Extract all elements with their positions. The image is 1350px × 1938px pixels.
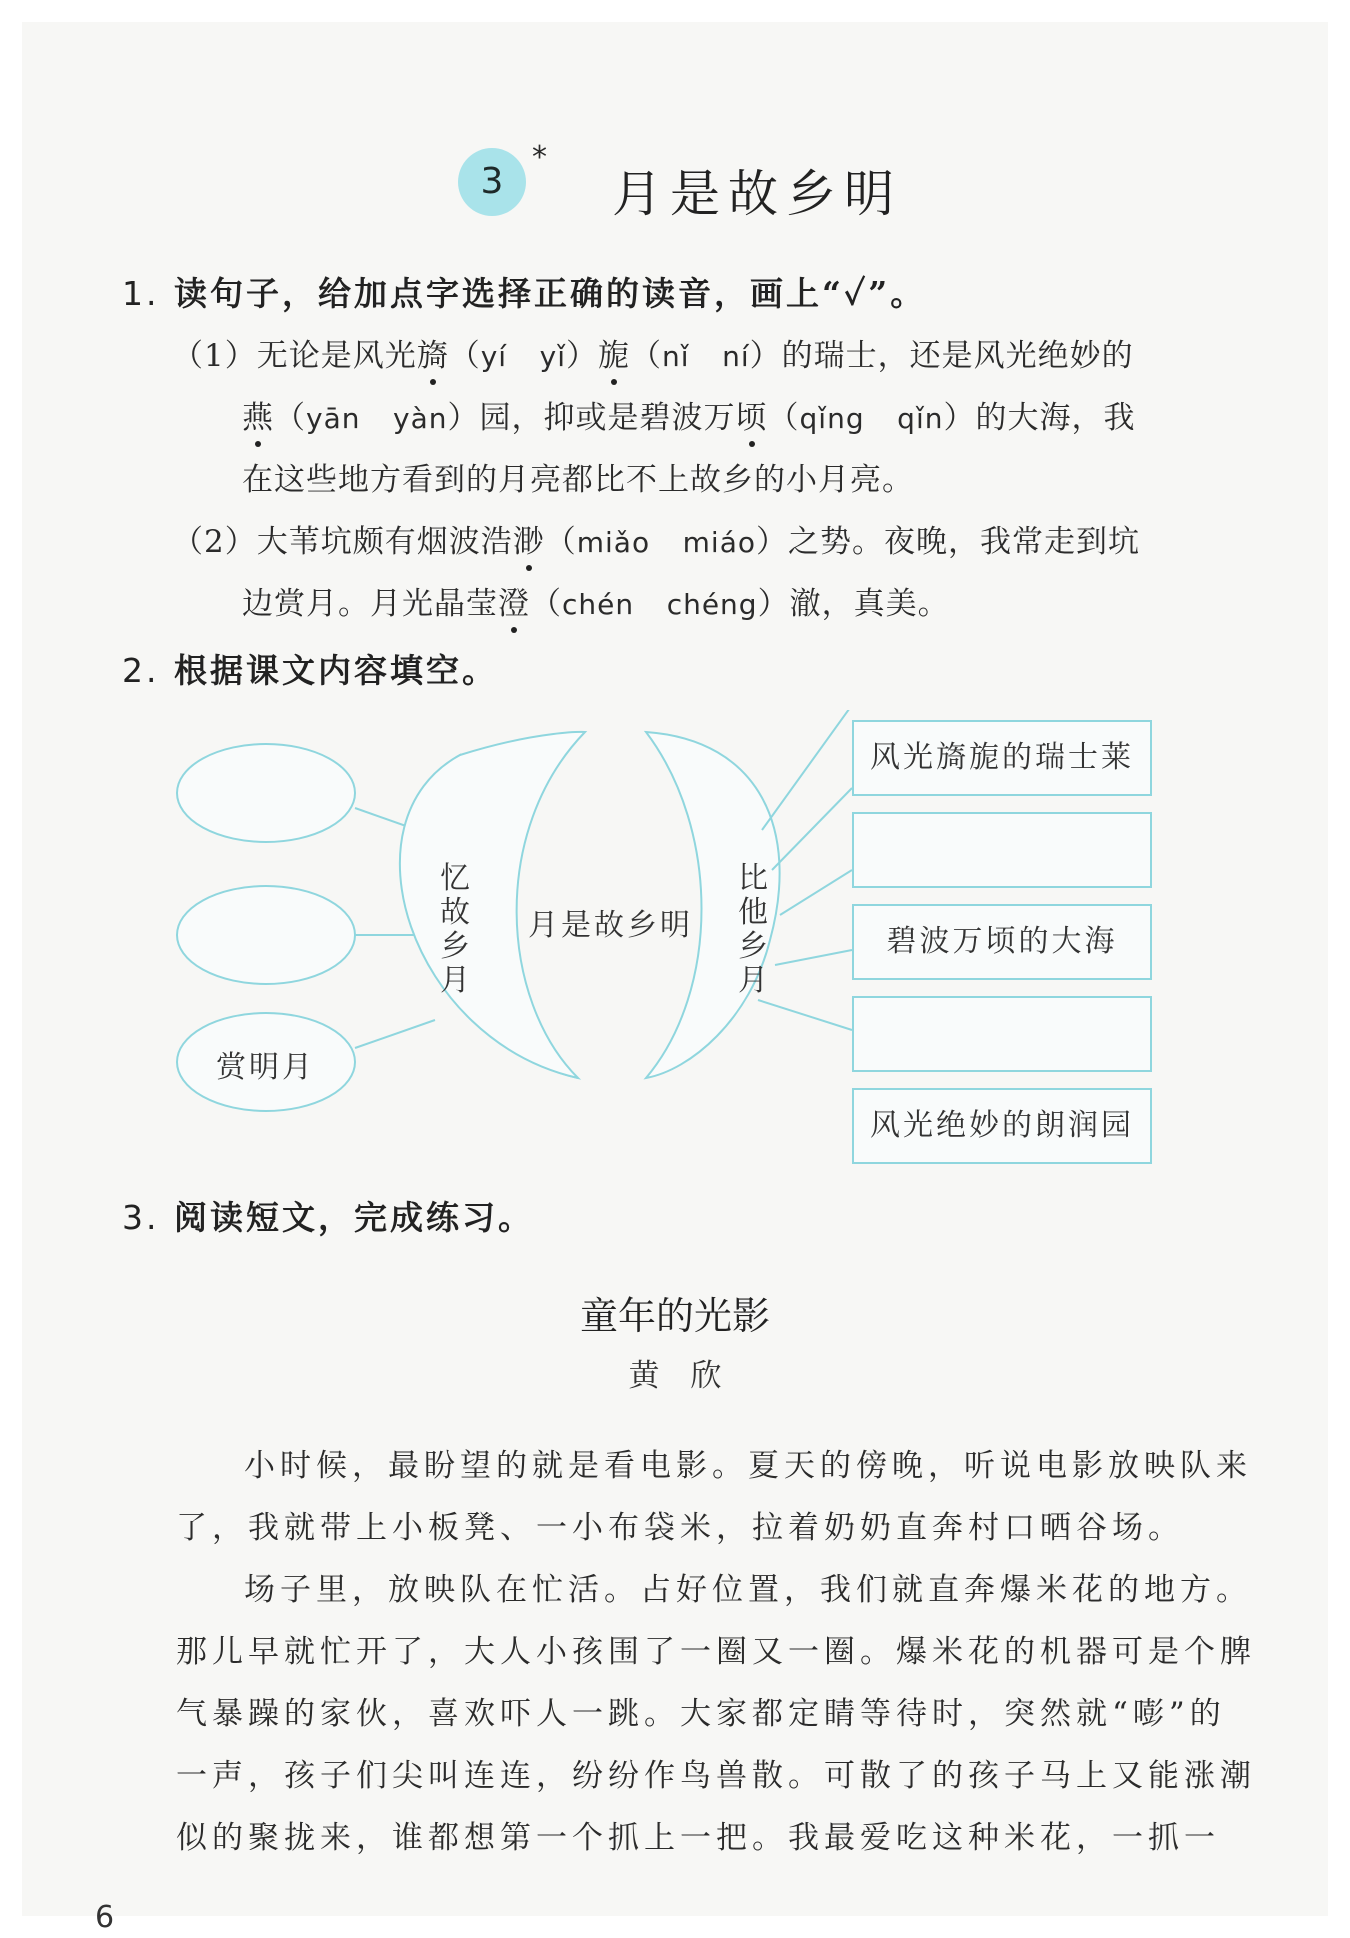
text: （	[544, 524, 577, 560]
question-2-heading	[122, 645, 498, 692]
article-line: 那儿早就忙开了，大人小孩围了一圈又一圈。爆米花的机器可是个脾	[176, 1634, 1256, 1670]
q1-sentence-1-line-1	[172, 330, 1134, 375]
question-1-heading	[122, 268, 926, 315]
q1-sentence-1-line-2	[242, 392, 1135, 437]
dotted-char: 旎	[598, 330, 630, 375]
pinyin-option[interactable]: yí	[480, 340, 508, 373]
left-moon-label	[438, 862, 472, 998]
text: 大苇坑颇有烟波浩	[256, 524, 513, 560]
page-number: 6	[95, 1900, 115, 1935]
article-author: 黄 欣	[628, 1358, 722, 1394]
dotted-char: 旖	[417, 330, 449, 375]
lesson-star: *	[532, 140, 547, 175]
right-moon-label	[736, 862, 770, 998]
text: ）之势。夜晚，我常走到坑	[755, 524, 1140, 560]
text: （	[530, 586, 562, 622]
dotted-char: 澄	[498, 578, 530, 623]
pinyin-option[interactable]: chéng	[666, 588, 758, 621]
pinyin-option[interactable]: miáo	[682, 526, 756, 559]
article-line: 了，我就带上小板凳、一小布袋米，拉着奶奶直奔村口晒谷场。	[176, 1510, 1184, 1546]
pinyin-option[interactable]: yǐ	[539, 340, 567, 373]
left-moon-text: 忆 故 乡 月	[440, 861, 470, 998]
q1-sentence-1-line-3: 在这些地方看到的月亮都比不上故乡的小月亮。	[242, 462, 914, 498]
question-prompt: 根据课文内容填空。	[174, 651, 498, 690]
moon-diagram	[160, 710, 1230, 1170]
text: 边赏月。月光晶莹	[242, 586, 498, 622]
answer-box-2[interactable]	[852, 812, 1152, 888]
question-number: 2.	[122, 651, 160, 690]
pinyin-option[interactable]: ní	[722, 340, 750, 373]
text: ）	[566, 338, 599, 374]
question-number: 1.	[122, 274, 160, 313]
answer-box-1: 风光旖旎的瑞士莱	[852, 720, 1152, 796]
question-prompt: 阅读短文，完成练习。	[174, 1198, 534, 1237]
lesson-number: 3	[480, 161, 504, 202]
article-title: 童年的光影	[579, 1294, 770, 1338]
answer-oval-2	[177, 886, 355, 984]
pinyin-option[interactable]: qǐn	[897, 402, 944, 435]
item-tag: （2）	[172, 524, 257, 560]
pinyin-option[interactable]: yàn	[393, 402, 448, 435]
dotted-char: 燕	[242, 392, 274, 437]
dotted-char: 渺	[513, 516, 545, 561]
item-tag: （1）	[172, 338, 257, 374]
q1-sentence-2-line-2	[242, 578, 950, 623]
right-moon-text: 比 他 乡 月	[738, 861, 768, 998]
pinyin-option[interactable]: qǐng	[799, 402, 865, 435]
oval-label: 赏明月	[216, 1050, 315, 1085]
text: 无论是风光	[256, 338, 417, 374]
dotted-char: 顷	[736, 392, 768, 437]
text: ）澈，真美。	[757, 586, 950, 622]
text: （	[448, 338, 481, 374]
article-line: 一声，孩子们尖叫连连，纷纷作鸟兽散。可散了的孩子马上又能涨潮	[176, 1758, 1256, 1794]
answer-box-4[interactable]	[852, 996, 1152, 1072]
question-number: 3.	[122, 1198, 160, 1237]
question-3-heading	[122, 1192, 534, 1239]
question-prompt: 读句子，给加点字选择正确的读音，画上“✓”。	[174, 274, 927, 313]
text: （	[274, 400, 306, 436]
q1-sentence-2-line-1	[172, 516, 1140, 561]
article-line: 场子里，放映队在忙活。占好位置，我们就直奔爆米花的地方。	[244, 1572, 1252, 1608]
pinyin-option[interactable]: nǐ	[662, 340, 690, 373]
article-line: 似的聚拢来，谁都想第一个抓上一把。我最爱吃这种米花，一抓一	[176, 1820, 1220, 1856]
center-label: 月是故乡明	[528, 908, 693, 943]
text: ）的大海，我	[943, 400, 1136, 436]
text: （	[767, 400, 800, 436]
lesson-title: 月是故乡明	[612, 165, 902, 223]
text: （	[630, 338, 663, 374]
text: ）园，抑或是碧波万	[447, 400, 736, 436]
answer-oval-1	[177, 744, 355, 842]
answer-box-3: 碧波万顷的大海	[852, 904, 1152, 980]
pinyin-option[interactable]: chén	[562, 588, 635, 621]
pinyin-option[interactable]: miǎo	[576, 526, 651, 559]
answer-box-5: 风光绝妙的朗润园	[852, 1088, 1152, 1164]
text: ）的瑞士，还是风光绝妙的	[749, 338, 1134, 374]
pinyin-option[interactable]: yān	[306, 402, 361, 435]
article-line: 小时候，最盼望的就是看电影。夏天的傍晚，听说电影放映队来	[244, 1448, 1252, 1484]
article-line: 气暴躁的家伙，喜欢吓人一跳。大家都定睛等待时，突然就“嘭”的	[176, 1696, 1226, 1732]
